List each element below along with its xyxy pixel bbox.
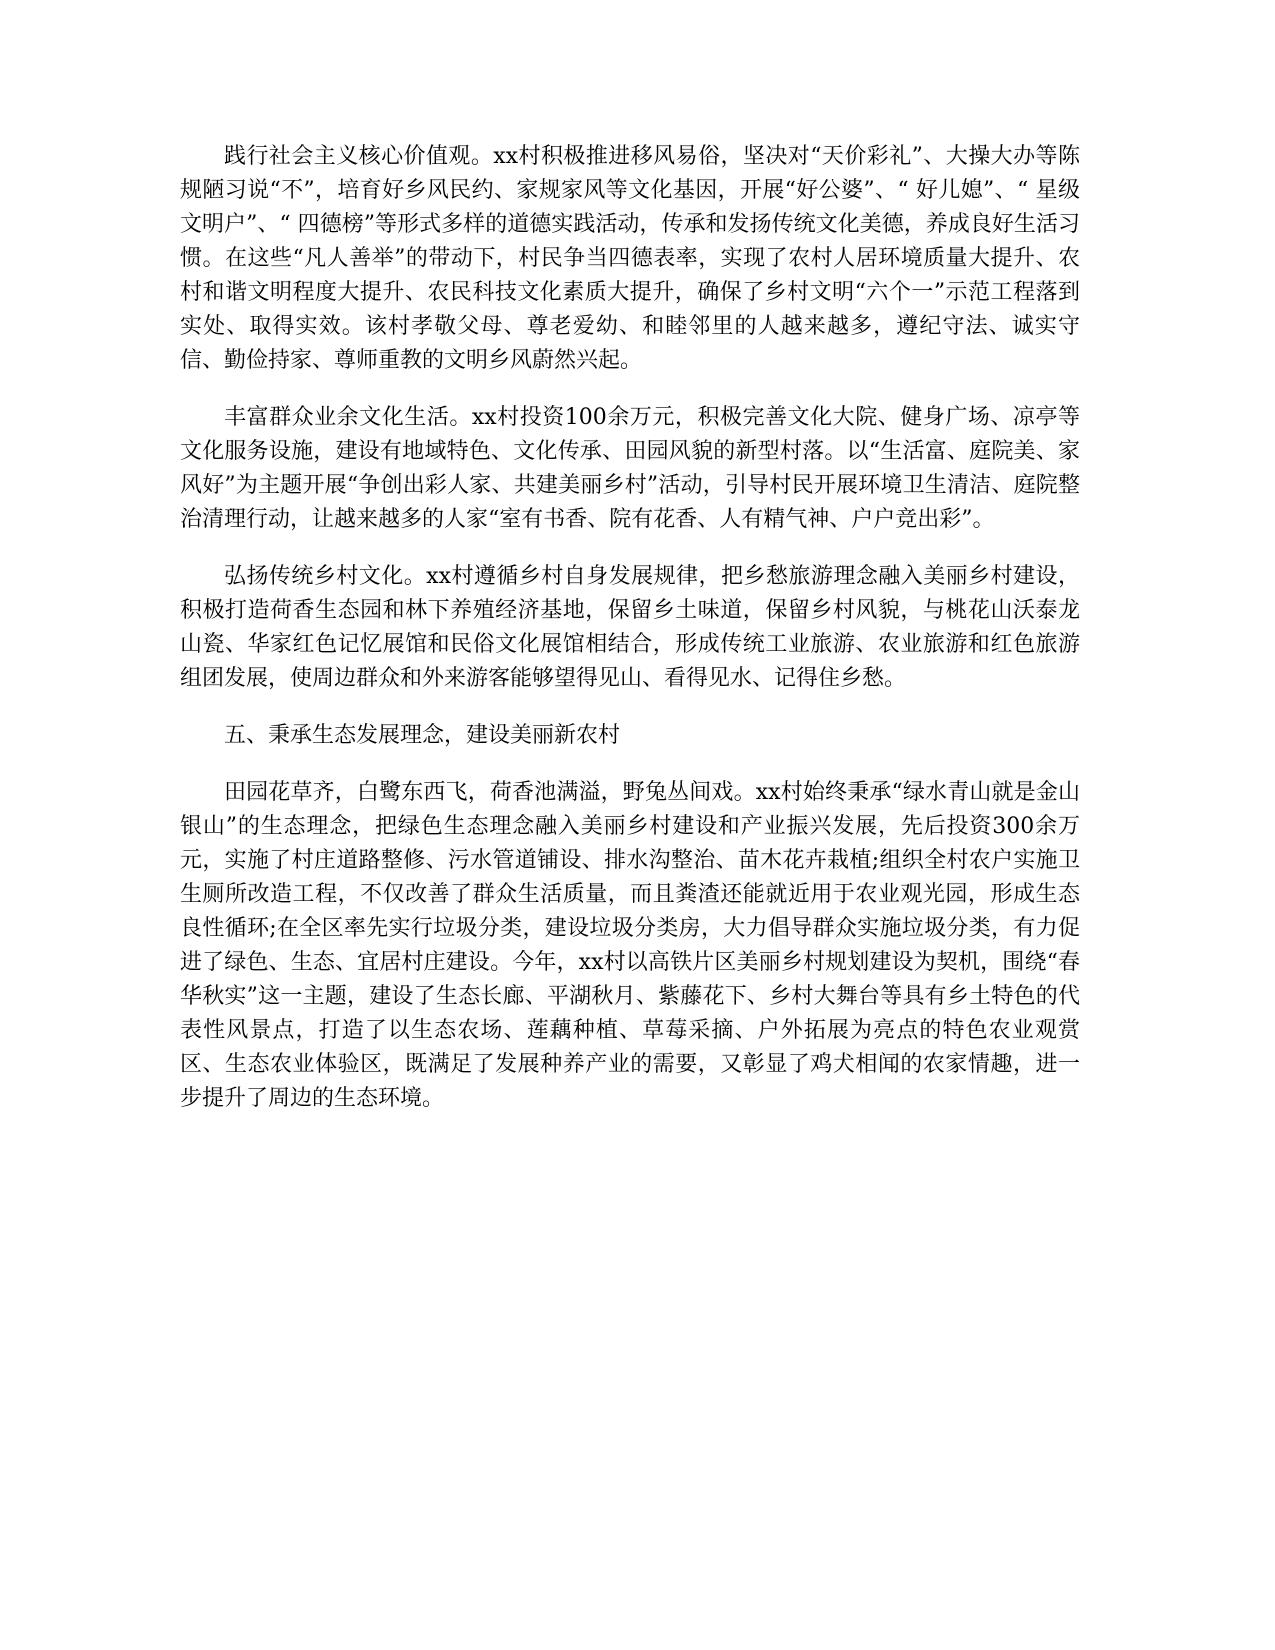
paragraph-cultural-life: 丰富群众业余文化生活。xx村投资100余万元，积极完善文化大院、健身广场、凉亭等文化服务设施，建设有地域特色、文化传承、田园风貌的新型村落。以“生活富、庭院美、家风好”为主题开展“争创出彩人家、共建美丽乡村”活动，引导村民开展环境卫生清洁、庭院整治清理行动，让越来越多的人家“室有书香、院有花香、人有精气神、户户竞出彩”。: [180, 405, 1080, 532]
paragraph-core-values: 践行社会主义核心价值观。xx村积极推进移风易俗，坚决对“天价彩礼”、大操大办等陈规陋习说“不”，培育好乡风民约、家规家风等文化基因，开展“好公婆”、“ 好儿媳”、“ 星级文明户”、“ 四德榜”等形式多样的道德实践活动，传承和发扬传统文化美德，养成良好生活习惯。在这些“凡人善举”的带动下，村民争当四德表率，实现了农村人居环境质量大提升、农村和谐文明程度大提升、农民科技文化素质大提升，确保了乡村文明“六个一”示范工程落到实处、取得实效。该村孝敬父母、尊老爱幼、和睦邻里的人越来越多，遵纪守法、诚实守信、勤俭持家、尊师重教的文明乡风蔚然兴起。: [180, 144, 1080, 373]
paragraph-ecology: 田园花草齐，白鹭东西飞，荷香池满溢，野兔丛间戏。xx村始终秉承“绿水青山就是金山银山”的生态理念，把绿色生态理念融入美丽乡村建设和产业振兴发展，先后投资300余万元，实施了村庄道路整修、污水管道铺设、排水沟整治、苗木花卉栽植;组织全村农户实施卫生厕所改造工程，不仅改善了群众生活质量，而且粪渣还能就近用于农业观光园，形成生态良性循环;在全区率先实行垃圾分类，建设垃圾分类房，大力倡导群众实施垃圾分类，有力促进了绿色、生态、宜居村庄建设。今年，xx村以高铁片区美丽乡村规划建设为契机，围绕“春华秋实”这一主题，建设了生态长廊、平湖秋月、紫藤花下、乡村大舞台等具有乡土特色的代表性风景点，打造了以生态农场、莲藕种植、草莓采摘、户外拓展为亮点的特色农业观赏区、生态农业体验区，既满足了发展种养产业的需要，又彰显了鸡犬相闻的农家情趣，进一步提升了周边的生态环境。: [180, 780, 1080, 1111]
paragraph-rural-culture: 弘扬传统乡村文化。xx村遵循乡村自身发展规律，把乡愁旅游理念融入美丽乡村建设，积极打造荷香生态园和林下养殖经济基地，保留乡土味道，保留乡村风貌，与桃花山沃泰龙山瓷、华家红色记忆展馆和民俗文化展馆相结合，形成传统工业旅游、农业旅游和红色旅游组团发展，使周边群众和外来游客能够望得见山、看得见水、记得住乡愁。: [180, 564, 1080, 691]
section-heading: 五、秉承生态发展理念，建设美丽新农村: [224, 723, 621, 748]
document-page: [180, 140, 1080, 1139]
